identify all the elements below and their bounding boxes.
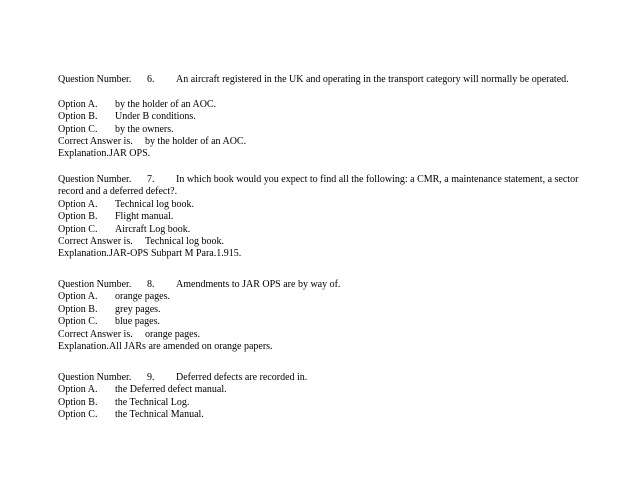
option-text: by the holder of an AOC. (115, 98, 217, 110)
question-text: An aircraft registered in the UK and operating in the transport category will normally be operated. (176, 74, 569, 85)
question-text-continued: record and a deferred defect?. (58, 186, 178, 198)
option-c (58, 224, 578, 236)
question-block (58, 174, 578, 261)
option-c (58, 409, 578, 421)
option-a (58, 291, 578, 303)
option-label: Option B. (58, 396, 98, 408)
option-text: blue pages. (115, 316, 160, 328)
question-number-label: Question Number. (58, 279, 132, 290)
option-label: Option C. (58, 123, 98, 135)
option-text: orange pages. (115, 291, 170, 303)
option-c (58, 124, 578, 136)
option-text: by the owners. (115, 123, 174, 135)
option-label: Option C. (58, 409, 98, 421)
question-block (58, 372, 578, 422)
option-c (58, 316, 578, 328)
question-header (58, 372, 578, 384)
correct-answer-text: Technical log book. (145, 235, 224, 247)
explanation-text: JAR-OPS Subpart M Para.1.915. (109, 248, 242, 260)
option-label: Option A. (58, 291, 98, 303)
correct-answer-label: Correct Answer is. (58, 328, 133, 340)
option-a (58, 384, 578, 396)
question-number: 9. (147, 372, 155, 383)
question-header (58, 74, 578, 86)
option-a (58, 99, 578, 111)
question-block (58, 74, 578, 161)
option-label: Option C. (58, 223, 98, 235)
question-block (58, 279, 578, 353)
option-label: Option B. (58, 211, 98, 223)
correct-answer (58, 236, 578, 248)
option-text: grey pages. (115, 303, 161, 315)
option-text: Aircraft Log book. (115, 223, 191, 235)
question-text: In which book would you expect to find all the following: a CMR, a maintenance statement, a sector (176, 174, 579, 185)
explanation-label: Explanation. (58, 248, 109, 260)
option-text: Flight manual. (115, 211, 174, 223)
option-label: Option C. (58, 316, 98, 328)
option-label: Option A. (58, 384, 98, 396)
question-header (58, 174, 578, 186)
explanation-text: All JARs are amended on orange papers. (109, 340, 273, 352)
question-header (58, 279, 578, 291)
correct-answer (58, 329, 578, 341)
question-number-label: Question Number. (58, 372, 132, 383)
explanation-label: Explanation. (58, 340, 109, 352)
option-b (58, 211, 578, 223)
option-b (58, 111, 578, 123)
option-text: the Technical Log. (115, 396, 190, 408)
option-label: Option B. (58, 111, 98, 123)
explanation-label: Explanation. (58, 148, 109, 160)
option-label: Option A. (58, 98, 98, 110)
question-number-label: Question Number. (58, 74, 132, 85)
option-label: Option B. (58, 303, 98, 315)
correct-answer (58, 136, 578, 148)
explanation-text: JAR OPS. (109, 148, 151, 160)
option-label: Option A. (58, 198, 98, 210)
option-text: the Deferred defect manual. (115, 384, 227, 396)
option-a (58, 199, 578, 211)
explanation (58, 148, 578, 160)
question-number: 7. (147, 174, 155, 185)
question-number: 6. (147, 74, 155, 85)
correct-answer-label: Correct Answer is. (58, 135, 133, 147)
explanation (58, 248, 578, 260)
option-text: Technical log book. (115, 198, 194, 210)
question-number: 8. (147, 279, 155, 290)
correct-answer-text: by the holder of an AOC. (145, 135, 247, 147)
option-text: Under B conditions. (115, 111, 196, 123)
correct-answer-label: Correct Answer is. (58, 235, 133, 247)
option-b (58, 304, 578, 316)
question-text: Amendments to JAR OPS are by way of. (176, 279, 341, 290)
question-text: Deferred defects are recorded in. (176, 372, 308, 383)
explanation (58, 341, 578, 353)
option-text: the Technical Manual. (115, 409, 204, 421)
option-b (58, 397, 578, 409)
correct-answer-text: orange pages. (145, 328, 200, 340)
question-number-label: Question Number. (58, 174, 132, 185)
